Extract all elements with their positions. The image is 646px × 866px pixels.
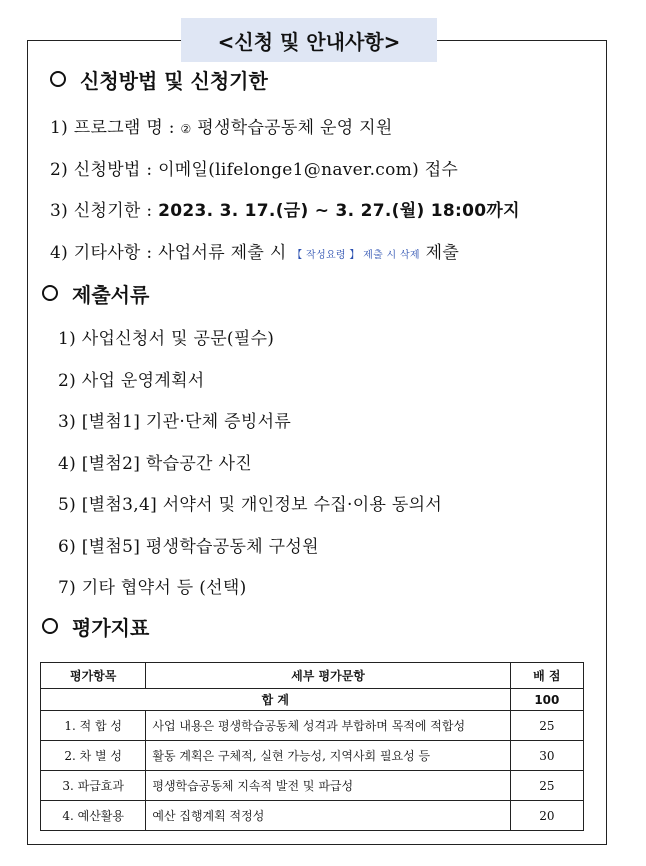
- program-name-line: [50, 113, 393, 138]
- other-notes-line: [50, 238, 459, 263]
- document-item: 6) [별첨5] 평생학습공동체 구성원: [58, 537, 319, 557]
- line-value: 제출: [419, 243, 460, 263]
- section-heading-text: 신청방법 및 신청기한: [80, 68, 268, 93]
- eval-detail: 예산 집행계획 적정성: [146, 801, 510, 831]
- line-label: 4) 기타사항 : 사업서류 제출 시: [50, 243, 293, 263]
- eval-score: 25: [510, 711, 583, 741]
- table-header-row: [41, 663, 584, 689]
- writing-guide-note: 【 작성요령 】 제출 시 삭제: [292, 250, 420, 261]
- line-text: 2) 신청방법 : 이메일(lifelonge1@naver.com) 접수: [50, 160, 459, 180]
- total-label: 합 계: [41, 689, 511, 711]
- table-row: [41, 801, 584, 831]
- page-title: <신청 및 안내사항>: [181, 18, 437, 62]
- document-item: 1) 사업신청서 및 공문(필수): [58, 329, 275, 349]
- line-label: 3) 신청기한 :: [50, 201, 159, 221]
- total-score: 100: [510, 689, 583, 711]
- circle-bullet-icon: [50, 71, 66, 87]
- section-heading-evaluation: [42, 611, 149, 641]
- circled-number: ②: [180, 122, 192, 136]
- section-heading-text: 평가지표: [72, 615, 150, 640]
- line-label: 1) 프로그램 명 :: [50, 118, 181, 138]
- total-row: [41, 689, 584, 711]
- application-method-line: [50, 155, 458, 180]
- document-item: 7) 기타 협약서 등 (선택): [58, 578, 247, 598]
- section-heading-text: 제출서류: [72, 282, 150, 307]
- document-item: 3) [별첨1] 기관·단체 증빙서류: [58, 412, 292, 432]
- eval-detail: 활동 계획은 구체적, 실현 가능성, 지역사회 필요성 등: [146, 741, 510, 771]
- deadline-value: 2023. 3. 17.(금) ~ 3. 27.(월) 18:00까지: [158, 201, 520, 221]
- table-row: [41, 771, 584, 801]
- column-header: 평가항목: [41, 663, 146, 689]
- eval-item: 2. 차 별 성: [41, 741, 146, 771]
- deadline-line: [50, 196, 520, 221]
- eval-score: 20: [510, 801, 583, 831]
- eval-score: 25: [510, 771, 583, 801]
- eval-item: 4. 예산활용: [41, 801, 146, 831]
- section-heading-documents: [42, 278, 149, 308]
- evaluation-table: [40, 662, 584, 831]
- table-row: [41, 711, 584, 741]
- column-header: 배 점: [510, 663, 583, 689]
- document-item: 2) 사업 운영계획서: [58, 371, 205, 391]
- eval-detail: 사업 내용은 평생학습공동체 성격과 부합하며 목적에 적합성: [146, 711, 510, 741]
- eval-item: 3. 파급효과: [41, 771, 146, 801]
- circle-bullet-icon: [42, 285, 58, 301]
- eval-detail: 평생학습공동체 지속적 발전 및 파급성: [146, 771, 510, 801]
- table-row: [41, 741, 584, 771]
- circle-bullet-icon: [42, 618, 58, 634]
- line-value: 평생학습공동체 운영 지원: [191, 118, 393, 138]
- document-item: 5) [별첨3,4] 서약서 및 개인정보 수집·이용 동의서: [58, 495, 443, 515]
- document-item: 4) [별첨2] 학습공간 사진: [58, 454, 252, 474]
- column-header: 세부 평가문항: [146, 663, 510, 689]
- eval-score: 30: [510, 741, 583, 771]
- eval-item: 1. 적 합 성: [41, 711, 146, 741]
- section-heading-application: [50, 64, 268, 94]
